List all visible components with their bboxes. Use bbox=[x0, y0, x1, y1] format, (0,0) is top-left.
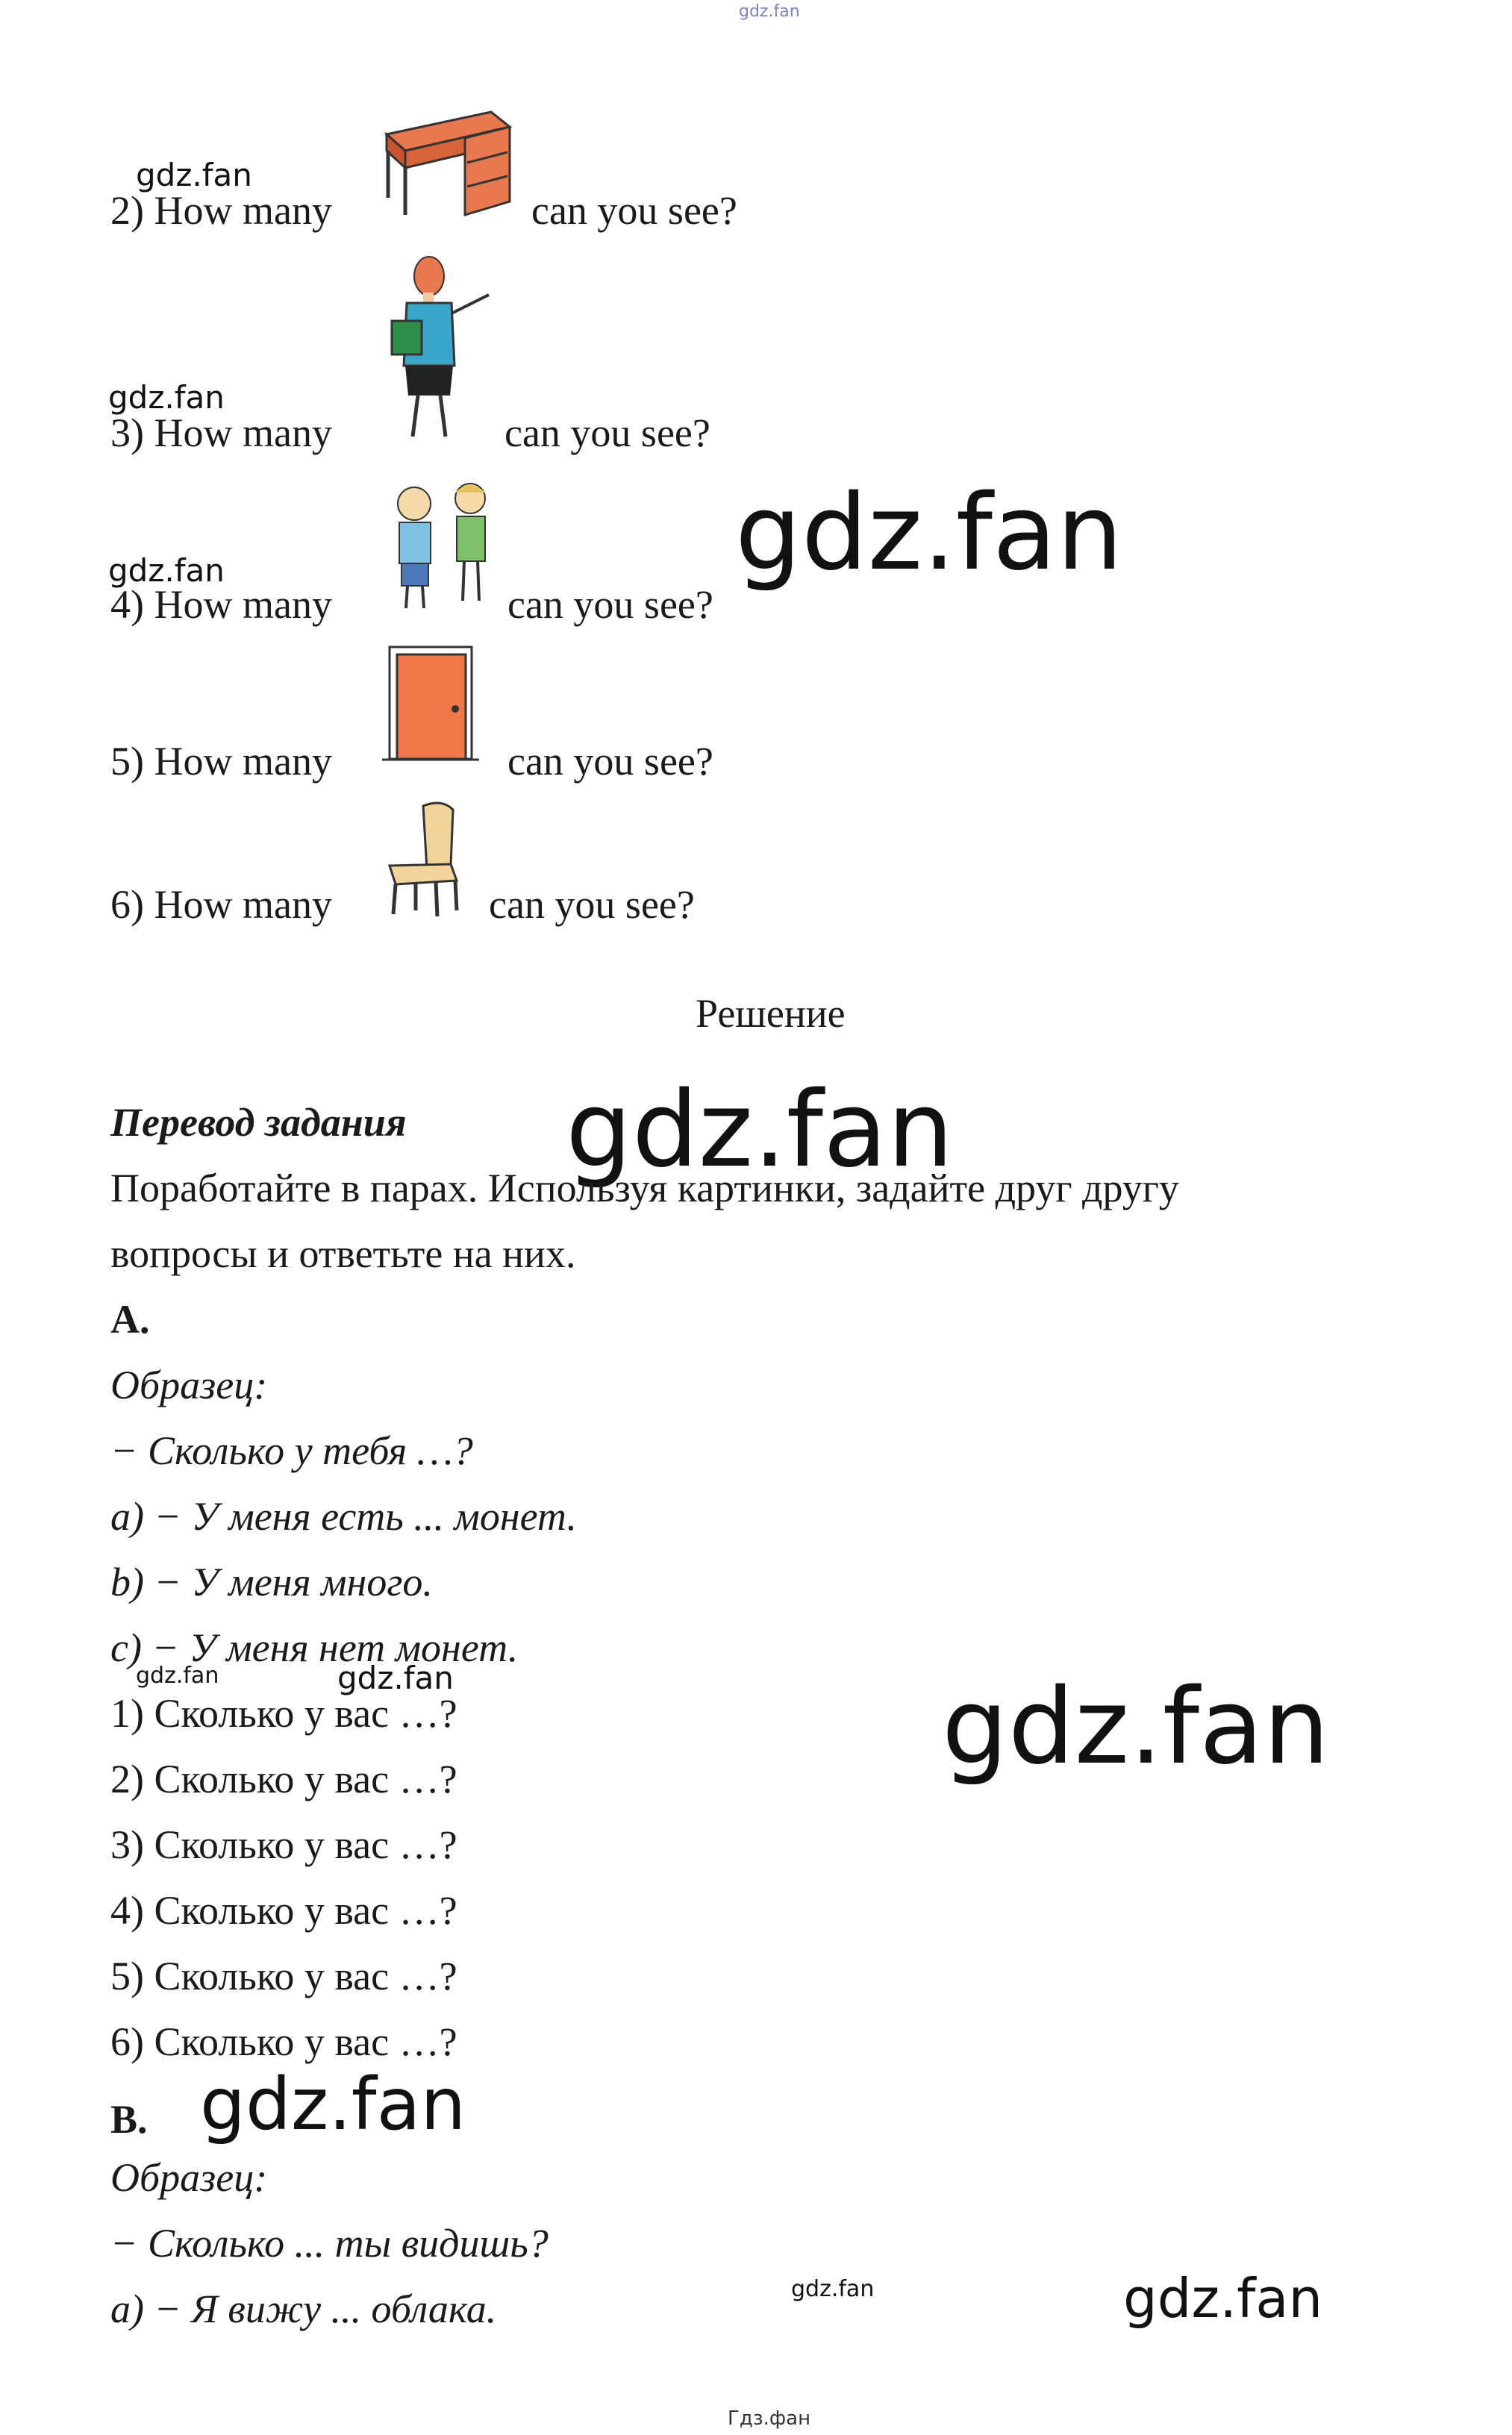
question-2-suffix: can you see? bbox=[531, 188, 737, 233]
question-5-suffix: can you see? bbox=[507, 739, 713, 784]
question-3-suffix: can you see? bbox=[504, 410, 710, 455]
part-b-sample-question: − Сколько ... ты видишь? bbox=[110, 2221, 549, 2266]
question-6-prefix: 6) How many bbox=[110, 882, 332, 927]
part-a-item: 3) Сколько у вас …? bbox=[110, 1822, 457, 1867]
watermark-label: gdz.fan bbox=[108, 552, 225, 589]
part-a-item: 2) Сколько у вас …? bbox=[110, 1757, 457, 1801]
translation-title: Перевод задания bbox=[110, 1100, 407, 1145]
part-a-answer-a: a) − У меня есть ... монет. bbox=[110, 1494, 578, 1539]
part-a-item: 5) Сколько у вас …? bbox=[110, 1954, 457, 1998]
teacher-icon bbox=[377, 254, 496, 440]
part-a-sample-label: Образец: bbox=[110, 1363, 268, 1407]
top-watermark: gdz.fan bbox=[739, 2, 800, 21]
watermark-mid: gdz.fan bbox=[200, 2063, 466, 2146]
part-b-sample-label: Образец: bbox=[110, 2155, 268, 2200]
door-icon bbox=[382, 643, 479, 763]
question-4-prefix: 4) How many bbox=[110, 582, 332, 627]
part-a-answer-c: c) − У меня нет монет. bbox=[110, 1625, 519, 1670]
watermark-label: gdz.fan bbox=[108, 379, 225, 416]
watermark-big: gdz.fan bbox=[735, 472, 1123, 594]
footer-watermark: Гдз.фан bbox=[728, 2407, 811, 2430]
watermark-big: gdz.fan bbox=[566, 1069, 954, 1191]
part-b-answer-a: a) − Я вижу ... облака. bbox=[110, 2286, 497, 2331]
question-6-suffix: can you see? bbox=[489, 882, 695, 927]
question-4-suffix: can you see? bbox=[507, 582, 713, 627]
question-2-prefix: 2) How many bbox=[110, 188, 332, 233]
watermark-small: gdz.fan bbox=[337, 1660, 454, 1696]
part-a-sample-question: − Сколько у тебя …? bbox=[110, 1428, 473, 1473]
watermark-label: gdz.fan bbox=[136, 157, 252, 193]
part-a-item: 1) Сколько у вас …? bbox=[110, 1691, 457, 1736]
intro-line-1: Поработайте в парах. Используя картинки, задайте друг другу bbox=[110, 1166, 1179, 1210]
question-5-prefix: 5) How many bbox=[110, 739, 332, 784]
solution-heading: Решение bbox=[696, 991, 846, 1036]
part-a-item: 4) Сколько у вас …? bbox=[110, 1888, 457, 1933]
children-icon bbox=[381, 478, 507, 612]
part-a-item: 6) Сколько у вас …? bbox=[110, 2019, 457, 2064]
desk-icon bbox=[379, 104, 513, 216]
part-a-answer-b: b) − У меня много. bbox=[110, 1560, 433, 1604]
part-b-label: B. bbox=[110, 2097, 148, 2142]
question-3-prefix: 3) How many bbox=[110, 410, 332, 455]
chair-icon bbox=[382, 798, 472, 918]
watermark-big: gdz.fan bbox=[942, 1666, 1330, 1788]
watermark-small: gdz.fan bbox=[136, 1663, 219, 1689]
part-a-label: A. bbox=[110, 1297, 150, 1342]
watermark-mid: gdz.fan bbox=[1123, 2267, 1323, 2330]
watermark-small: gdz.fan bbox=[791, 2276, 875, 2302]
intro-line-2: вопросы и ответьте на них. bbox=[110, 1231, 576, 1276]
